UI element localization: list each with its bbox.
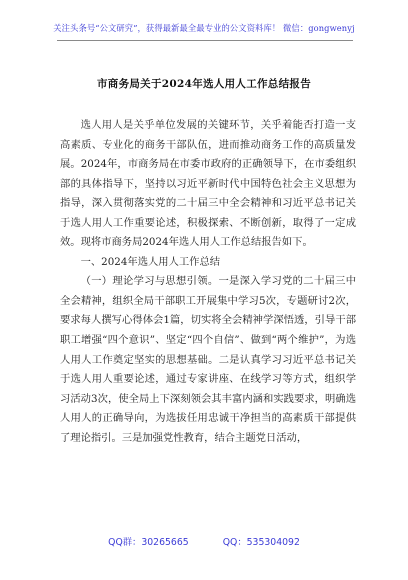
body-paragraph: （一）理论学习与思想引领。一是深入学习党的二十届三中全会精神，组织全局干部职工开展集中学习5次，专题研讨2次，要求每人撰写心得体会1篇，切实将全会精神学深悟透，引导干部职工增强“四个意识”、坚定“四个自信”、做到“两个维护”，为选人用人工作奠定坚实的思想基础。二是认真学习习近平总书记关于选人用人重要论述，通过专家讲座、在线学习等方式，组织学习活动3次，使全局上下深刻领会其丰富内涵和实践要求，明确选人用人的正确导向，为选拔任用忠诚干净担当的高素质干部提供了理论指引。三是加强党性教育，结合主题党日活动，: [60, 275, 356, 444]
footer-contact: [0, 534, 408, 548]
section-heading: 一、2024年选人用人工作总结: [80, 255, 221, 268]
header-divider: [57, 40, 353, 41]
footer-qq: QQ：535304092: [222, 537, 300, 548]
document-body: [60, 116, 356, 448]
footer-qq-group: QQ群：30265665: [108, 537, 189, 548]
intro-paragraph: 选人用人是关乎单位发展的关键环节，关乎着能否打造一支高素质、专业化的商务干部队伍，进而推动商务工作的高质量发展。2024年，市商务局在市委市政府的正确领导下，在市委组织部的具体指导下，坚持以习近平新时代中国特色社会主义思想为指导，深入贯彻落实党的二十届三中全会精神和习近平总书记关于选人用人工作重要论述，积极探索、不断创新，取得了一定成效。现将市商务局2024年选人用人工作总结报告如下。: [60, 119, 356, 249]
header-banner: 关注头条号“公文研究”，获得最新最全最专业的公文资料库！ 微信：gongwenyj: [53, 23, 355, 33]
document-title: 市商务局关于2024年选人用人工作总结报告: [96, 78, 312, 90]
